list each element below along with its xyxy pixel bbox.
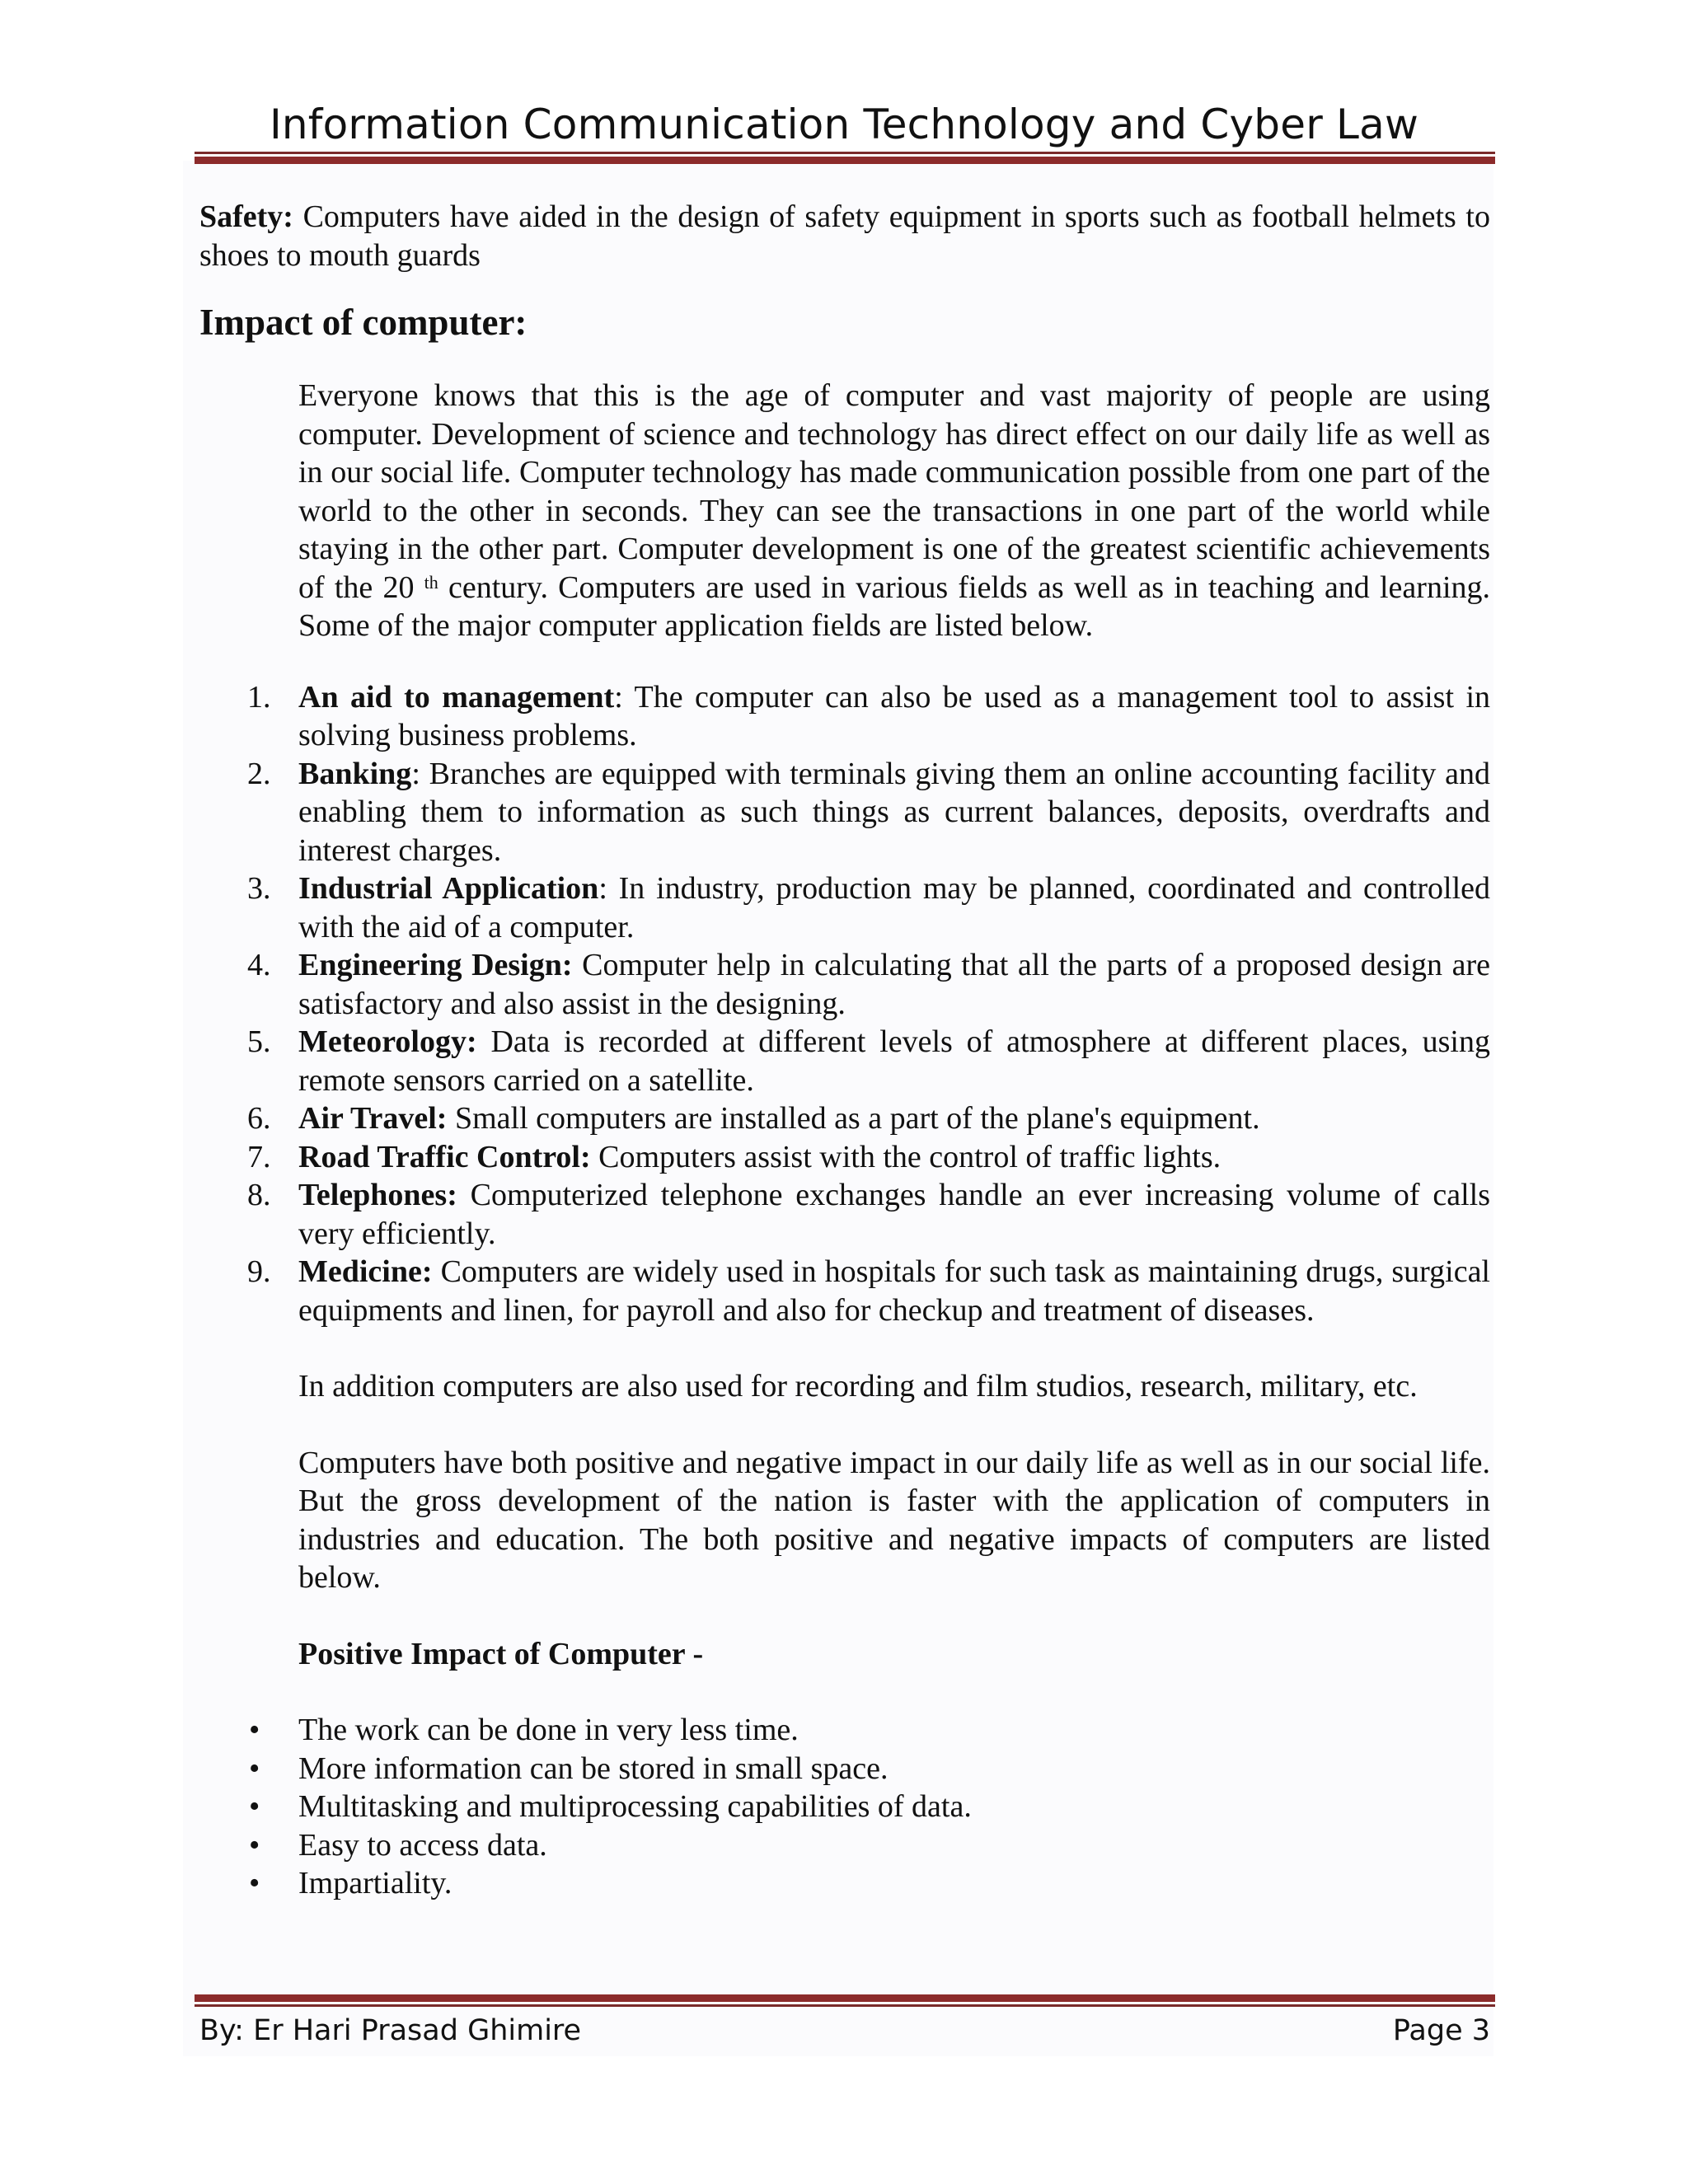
list-item xyxy=(199,1253,1490,1329)
page-body xyxy=(199,198,1490,1903)
list-item xyxy=(199,1826,1490,1865)
footer-author: By: Er Hari Prasad Ghimire xyxy=(199,2014,582,2047)
list-item-text: More information can be stored in small space. xyxy=(298,1750,889,1786)
list-item xyxy=(199,1176,1490,1253)
list-item-label: Meteorology: xyxy=(298,1024,477,1059)
footer-rule-thin xyxy=(195,2004,1495,2007)
list-item xyxy=(199,678,1490,755)
list-item-number: 1. xyxy=(247,679,271,715)
positive-impact-heading-text: Positive Impact of Computer - xyxy=(298,1636,704,1671)
header-rule-thin xyxy=(195,152,1495,154)
list-item-number: 2. xyxy=(247,756,271,791)
applications-list xyxy=(199,678,1490,1330)
list-item-label: Medicine: xyxy=(298,1254,433,1289)
list-item-label: Industrial Application xyxy=(298,871,599,906)
list-item-text: : In industry, production may be planned, coordinated and controlled with the aid of a computer. xyxy=(298,871,1491,944)
list-item xyxy=(199,1138,1490,1177)
addition-paragraph: In addition computers are also used for recording and film studios, research, military, etc. xyxy=(298,1369,1418,1404)
positive-impact-list xyxy=(199,1711,1490,1903)
list-item-text: : The computer can also be used as a management tool to assist in solving business problems. xyxy=(298,679,1491,752)
bullet: • xyxy=(249,1713,260,1747)
footer-page-number: Page 3 xyxy=(1392,2014,1490,2047)
intro-paragraph xyxy=(199,377,1490,645)
list-item-text: The work can be done in very less time. xyxy=(298,1713,799,1747)
list-item xyxy=(199,755,1490,870)
list-item xyxy=(199,1711,1490,1750)
positive-impact-heading xyxy=(199,1635,1490,1674)
list-item xyxy=(199,946,1490,1023)
list-item-label: Banking xyxy=(298,756,412,791)
list-item-text: Data is recorded at different levels of atmosphere at different places, using remote sensors carried on a satellite. xyxy=(298,1024,1490,1098)
page-header-title: Information Communication Technology and Cyber Law xyxy=(269,101,1419,148)
intro-text-2: century. Computers are used in various fields as well as in teaching and learning. Some of the major computer application fields are listed below. xyxy=(298,569,1491,643)
list-item-label: Road Traffic Control: xyxy=(298,1139,591,1174)
list-item-text: Computer help in calculating that all the parts of a proposed design are satisfactory and also assist in the designing. xyxy=(298,948,1490,1021)
list-item-number: 6. xyxy=(247,1101,271,1136)
bullet: • xyxy=(249,1750,260,1786)
bullet: • xyxy=(249,1789,260,1824)
bullet: • xyxy=(249,1866,260,1900)
impacts-paragraph: Computers have both positive and negative impact in our daily life as well as in our social life. But the gross development of the nation is faster with the application of computers in industries and education. The both positive and negative impacts of computers are listed below. xyxy=(298,1445,1490,1595)
list-item xyxy=(199,1023,1490,1099)
list-item-number: 9. xyxy=(247,1254,271,1289)
list-item xyxy=(199,1750,1490,1788)
intro-superscript: th xyxy=(424,571,438,593)
intro-text-1: Everyone knows that this is the age of computer and vast majority of people are using computer. Development of science and technology has direct effect on our daily life as well as in our social life. Computer technology has made communication possible from one part of the world to the other in seconds. They can see the transactions in one part of the world while staying in the other part. Computer development is one of the greatest scientific achievements of the 20 xyxy=(298,378,1490,605)
list-item-number: 7. xyxy=(247,1139,271,1174)
list-item-text: Computers are widely used in hospitals for such task as maintaining drugs, surgical equipments and linen, for payroll and also for checkup and treatment of diseases. xyxy=(298,1254,1490,1328)
list-item-number: 4. xyxy=(247,948,271,982)
impact-heading: Impact of computer: xyxy=(199,302,528,343)
footer-rule-thick xyxy=(195,1994,1495,2002)
header-rule-thick xyxy=(195,157,1495,164)
list-item-text: Small computers are installed as a part of the plane's equipment. xyxy=(447,1101,1260,1136)
list-item-number: 5. xyxy=(247,1024,271,1059)
list-item xyxy=(199,1864,1490,1903)
list-item-text: Easy to access data. xyxy=(298,1827,547,1863)
list-item-text: Computerized telephone exchanges handle an ever increasing volume of calls very efficiently. xyxy=(298,1178,1490,1251)
list-item-number: 3. xyxy=(247,871,271,906)
list-item-number: 8. xyxy=(247,1178,271,1212)
bullet: • xyxy=(249,1827,260,1863)
page-footer xyxy=(199,2014,1490,2047)
list-item-label: Air Travel: xyxy=(298,1101,448,1136)
list-item-label: Engineering Design: xyxy=(298,948,573,982)
list-item xyxy=(199,1099,1490,1138)
list-item-text: Multitasking and multiprocessing capabilities of data. xyxy=(298,1789,972,1824)
list-item-label: Telephones: xyxy=(298,1178,457,1212)
list-item xyxy=(199,1788,1490,1826)
list-item-text: : Branches are equipped with terminals giving them an online accounting facility and enabling them to information as such things as current balances, deposits, overdrafts and interest charges. xyxy=(298,756,1490,868)
list-item-label: An aid to management xyxy=(298,679,615,715)
list-item-text: Computers assist with the control of traffic lights. xyxy=(590,1139,1221,1174)
list-item xyxy=(199,869,1490,946)
safety-paragraph xyxy=(199,198,1490,274)
safety-label: Safety: xyxy=(199,199,293,234)
list-item-text: Impartiality. xyxy=(298,1866,452,1900)
safety-text: Computers have aided in the design of safety equipment in sports such as football helmets to shoes to mouth guards xyxy=(199,199,1490,273)
